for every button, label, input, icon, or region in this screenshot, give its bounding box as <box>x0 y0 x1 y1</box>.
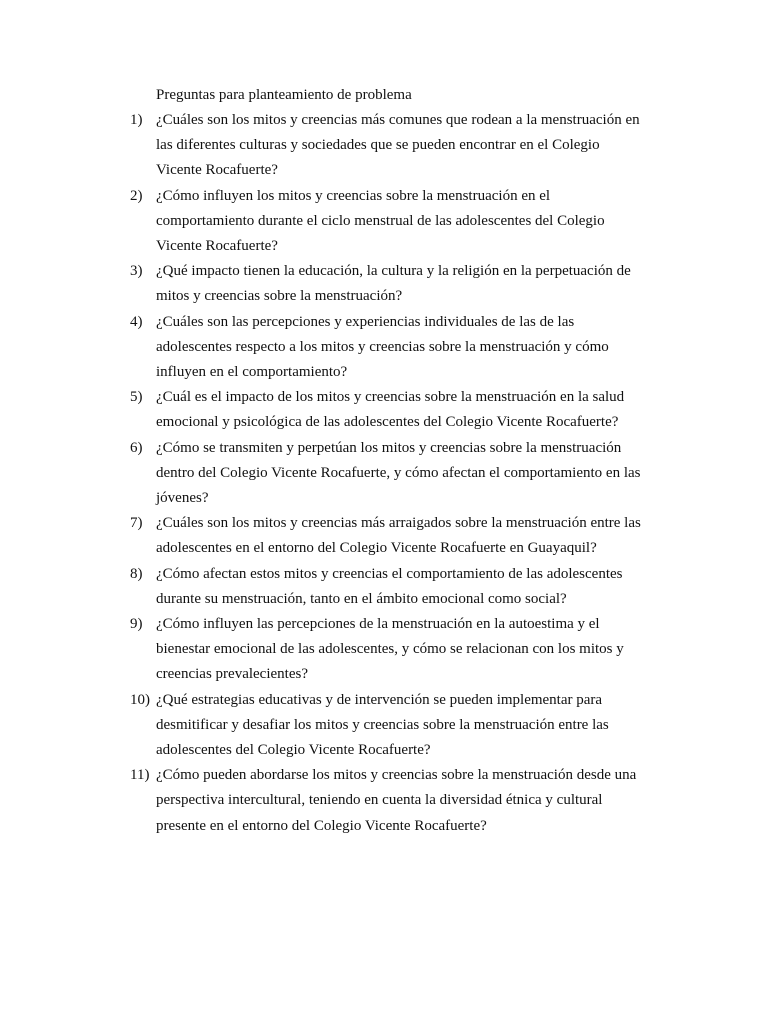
document-title: Preguntas para planteamiento de problema <box>156 87 412 103</box>
question-text-line: adolescentes en el entorno del Colegio Vicente Rocafuerte en Guayaquil? <box>156 540 597 557</box>
question-text <box>156 612 670 688</box>
question-item <box>130 108 670 184</box>
question-number: 6) <box>130 439 143 456</box>
question-item <box>130 259 670 309</box>
question-item <box>130 562 670 612</box>
question-text <box>156 184 670 260</box>
question-text-line: perspectiva intercultural, teniendo en cuenta la diversidad étnica y cultural <box>156 792 603 809</box>
document-body <box>130 83 670 839</box>
question-text-line: emocional y psicológica de las adolescentes del Colegio Vicente Rocafuerte? <box>156 414 619 431</box>
question-number: 4) <box>130 313 143 330</box>
question-number: 2) <box>130 187 143 204</box>
question-text-line: Vicente Rocafuerte? <box>156 238 278 255</box>
question-text-line: ¿Cuáles son los mitos y creencias más arraigados sobre la menstruación entre las <box>156 515 641 532</box>
question-text-line: adolescentes del Colegio Vicente Rocafuerte? <box>156 742 431 759</box>
question-text-line: influyen en el comportamiento? <box>156 364 348 381</box>
question-text-line: creencias prevalecientes? <box>156 666 308 683</box>
question-item <box>130 511 670 561</box>
question-text <box>156 310 670 386</box>
question-text-line: presente en el entorno del Colegio Vicente Rocafuerte? <box>156 817 487 834</box>
question-text-line: ¿Cómo influyen las percepciones de la menstruación en la autoestima y el <box>156 616 600 633</box>
question-text <box>156 108 670 184</box>
question-text-line: ¿Qué impacto tienen la educación, la cultura y la religión en la perpetuación de <box>156 263 631 280</box>
question-text-line: jóvenes? <box>156 490 209 507</box>
question-number: 1) <box>130 112 143 128</box>
question-text-line: mitos y creencias sobre la menstruación? <box>156 288 403 305</box>
question-text <box>156 688 670 764</box>
question-text <box>156 562 670 612</box>
question-item <box>130 612 670 688</box>
question-text-line: las diferentes culturas y sociedades que se pueden encontrar en el Colegio <box>156 137 600 154</box>
question-number: 3) <box>130 263 143 280</box>
question-number: 11) <box>130 767 150 784</box>
question-text-line: ¿Cómo afectan estos mitos y creencias el comportamiento de las adolescentes <box>156 565 623 582</box>
question-number: 10) <box>130 691 150 708</box>
question-text-line: ¿Qué estrategias educativas y de intervención se pueden implementar para <box>156 691 603 708</box>
question-text <box>156 763 670 839</box>
question-text-line: Vicente Rocafuerte? <box>156 162 278 179</box>
question-text-line: comportamiento durante el ciclo menstrual de las adolescentes del Colegio <box>156 212 605 229</box>
question-item <box>130 310 670 386</box>
question-number: 9) <box>130 616 143 633</box>
question-text-line: ¿Cuál es el impacto de los mitos y creencias sobre la menstruación en la salud <box>156 389 625 406</box>
question-text-line: adolescentes respecto a los mitos y creencias sobre la menstruación y cómo <box>156 338 609 355</box>
question-text-line: bienestar emocional de las adolescentes, y cómo se relacionan con los mitos y <box>156 641 624 658</box>
question-text <box>156 259 670 309</box>
question-item <box>130 436 670 512</box>
question-item <box>130 763 670 839</box>
question-number: 5) <box>130 389 143 406</box>
question-text-line: ¿Cómo se transmiten y perpetúan los mitos y creencias sobre la menstruación <box>156 439 622 456</box>
question-text <box>156 385 670 435</box>
question-item <box>130 385 670 435</box>
question-text-line: dentro del Colegio Vicente Rocafuerte, y cómo afectan el comportamiento en las <box>156 464 641 481</box>
question-item <box>130 184 670 260</box>
question-text-line: ¿Cuáles son los mitos y creencias más comunes que rodean a la menstruación en <box>156 112 640 128</box>
question-text-line: desmitificar y desafiar los mitos y creencias sobre la menstruación entre las <box>156 716 609 733</box>
question-text-line: durante su menstruación, tanto en el ámbito emocional como social? <box>156 590 567 607</box>
question-text <box>156 436 670 512</box>
question-item <box>130 688 670 764</box>
question-text-line: ¿Cuáles son las percepciones y experiencias individuales de las de las <box>156 313 575 330</box>
question-text <box>156 511 670 561</box>
question-number: 7) <box>130 515 143 532</box>
question-list <box>130 108 670 839</box>
question-text-line: ¿Cómo influyen los mitos y creencias sobre la menstruación en el <box>156 187 551 204</box>
question-text-line: ¿Cómo pueden abordarse los mitos y creencias sobre la menstruación desde una <box>156 767 637 784</box>
question-number: 8) <box>130 565 143 582</box>
